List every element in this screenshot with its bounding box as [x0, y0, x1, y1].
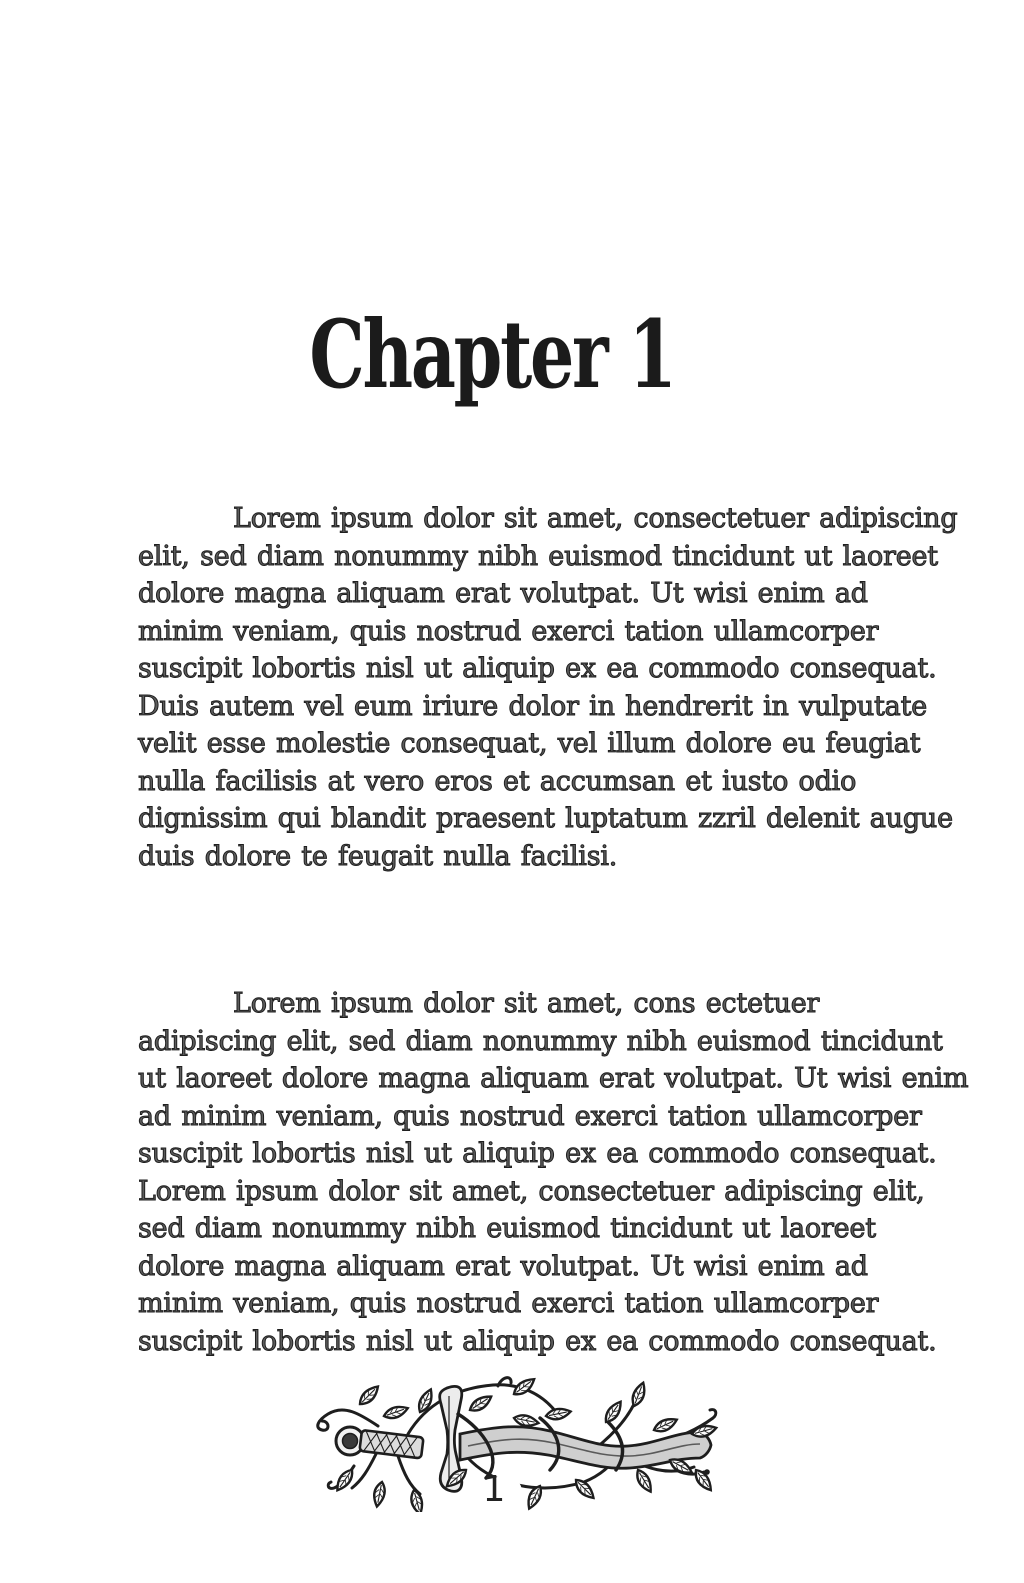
text-line: Lorem ipsum dolor sit amet, cons ectetuer [233, 988, 820, 1019]
text-line: suscipit lobortis nisl ut aliquip ex ea commodo consequat. [138, 1138, 937, 1169]
text-line: adipiscing elit, sed diam nonummy nibh euismod tincidunt [138, 1025, 943, 1057]
text-line: suscipit lobortis nisl ut aliquip ex ea commodo consequat. [138, 1325, 937, 1357]
text-line: Duis autem vel eum iriure dolor in hendrerit in vulputate [138, 690, 928, 722]
text-line: minim veniam, quis nostrud exerci tation ullamcorper [138, 1288, 879, 1319]
text-line: ad minim veniam, quis nostrud exerci tation ullamcorper [138, 1100, 922, 1132]
text-line: sed diam nonummy nibh euismod tincidunt ut laoreet [138, 1213, 876, 1244]
text-line: nulla facilisis at vero eros et accumsan et iusto odio [138, 765, 857, 797]
text-line: elit, sed diam nonummy nibh euismod tincidunt ut laoreet [138, 540, 938, 572]
text-line: dolore magna aliquam erat volutpat. Ut wisi enim ad [138, 578, 868, 609]
paragraph-1 [138, 500, 958, 875]
chapter-title: Chapter 1 [309, 300, 675, 410]
text-line: duis dolore te feugait nulla facilisi. [138, 840, 618, 872]
text-line: dolore magna aliquam erat volutpat. Ut wisi enim ad [138, 1250, 868, 1282]
text-line: velit esse molestie consequat, vel illum dolore eu feugiat [138, 728, 921, 759]
text-line: dignissim qui blandit praesent luptatum zzril delenit augue [138, 803, 953, 834]
text-line: ut laoreet dolore magna aliquam erat volutpat. Ut wisi enim [138, 1063, 969, 1094]
text-line: suscipit lobortis nisl ut aliquip ex ea commodo consequat. [138, 653, 937, 684]
paragraph-2 [138, 985, 969, 1360]
body-text [138, 500, 969, 1360]
text-line: Lorem ipsum dolor sit amet, consectetuer adipiscing [233, 503, 958, 534]
page-number: 1 [482, 1469, 506, 1510]
text-line: Lorem ipsum dolor sit amet, consectetuer adipiscing elit, [138, 1175, 925, 1207]
text-line: minim veniam, quis nostrud exerci tation ullamcorper [138, 615, 879, 647]
